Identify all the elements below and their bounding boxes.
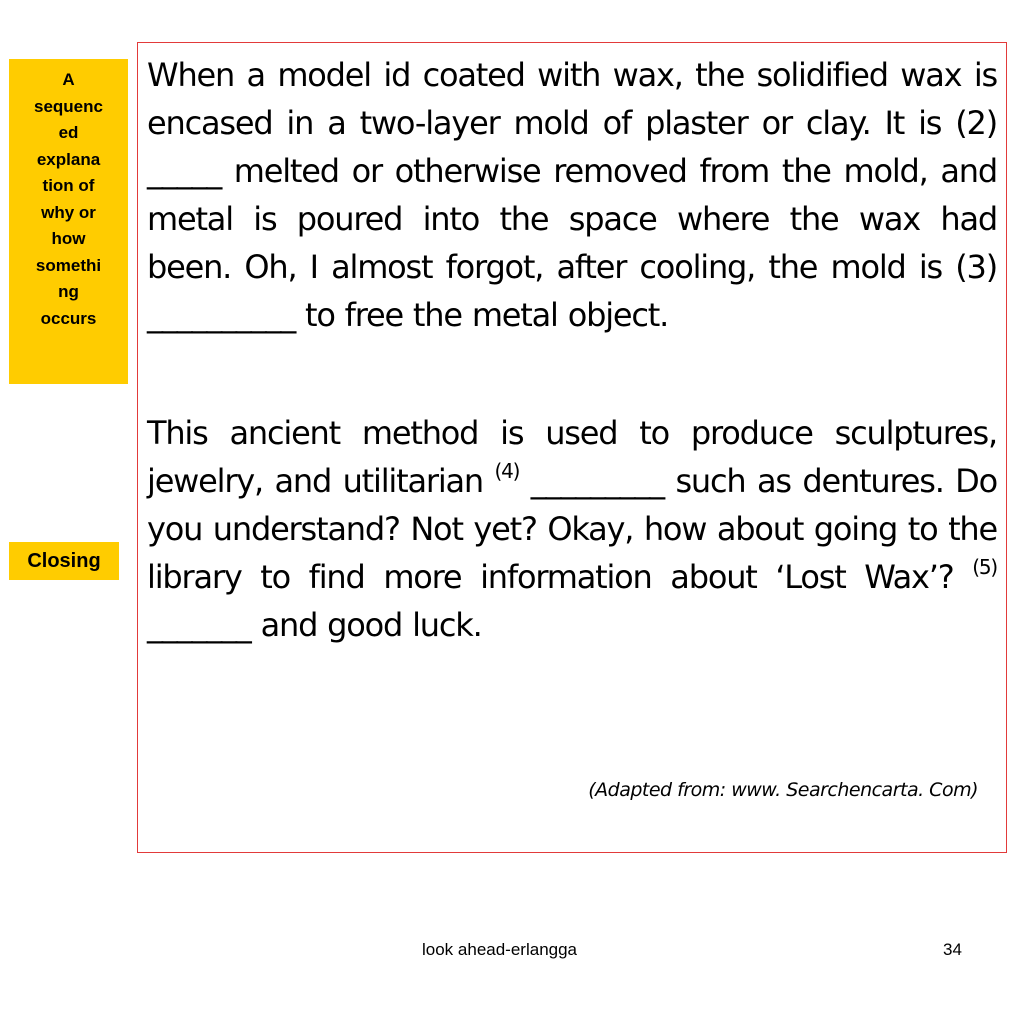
section-label-line: occurs bbox=[40, 308, 97, 328]
section-label-line: tion of bbox=[42, 176, 95, 195]
paragraph-text: _________ such as dentures. Do you understand? Not yet? Okay, how about going to the library to find more information about ‘Lost Wax’? bbox=[147, 462, 997, 596]
section-label-line: sequenc bbox=[34, 96, 103, 116]
section-label-box bbox=[9, 59, 128, 384]
section-label-line: how bbox=[51, 229, 86, 248]
page-number: 34 bbox=[943, 940, 962, 959]
closing-label: Closing bbox=[9, 542, 119, 580]
source-citation: (Adapted from: www. Searchencarta. Com) bbox=[588, 779, 978, 801]
section-label-line: why or bbox=[41, 202, 96, 222]
paragraph-text: This ancient method is used to produce sculptures, jewelry, and utilitarian bbox=[147, 414, 997, 500]
blank-number-4: (4) bbox=[494, 459, 520, 483]
paragraph-closing bbox=[147, 409, 997, 649]
section-label-line: ng bbox=[58, 282, 79, 301]
section-label-line: A bbox=[62, 70, 75, 89]
paragraph-explanation: When a model id coated with wax, the solidified wax is encased in a two-layer mold of plaster or clay. It is (2) _____ melted or otherwise removed from the mold, and metal is poured into the space where the wax had been. Oh, I almost forgot, after cooling, the mold is (3) __________ to free the metal object. bbox=[147, 56, 997, 334]
section-label-line: explana bbox=[36, 149, 101, 169]
paragraph-text: _______ and good luck. bbox=[147, 606, 482, 644]
section-label-line: ed bbox=[58, 123, 79, 142]
blank-number-5: (5) bbox=[972, 555, 997, 579]
footer-text: look ahead-erlangga bbox=[422, 940, 578, 959]
section-label-line: somethi bbox=[35, 255, 102, 275]
